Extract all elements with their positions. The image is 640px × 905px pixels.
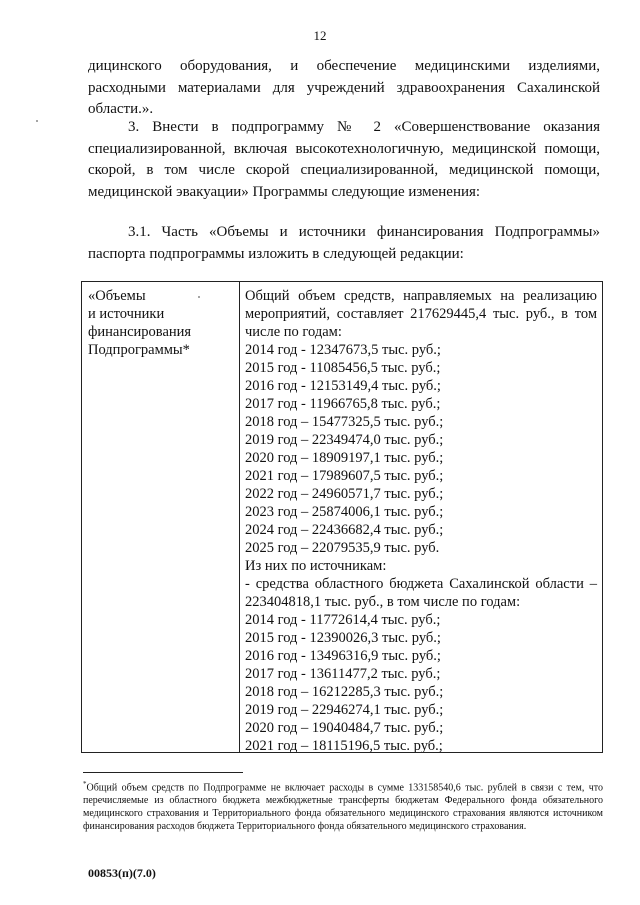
footnote xyxy=(83,778,603,833)
regional-budget-text: - средства областного бюджета Сахалинской области – 223404818,1 тыс. руб., в том числе по годам: xyxy=(245,576,597,610)
year-total-line: 2023 год – 25874006,1 тыс. руб.; xyxy=(245,504,444,520)
left-cell-line: «Объемы xyxy=(88,288,146,304)
year-total-line: 2015 год - 11085456,5 тыс. руб.; xyxy=(245,360,441,376)
sources-heading: Из них по источникам: xyxy=(245,558,387,574)
scan-speck xyxy=(36,120,38,122)
year-regional-line: 2016 год - 13496316,9 тыс. руб.; xyxy=(245,648,441,664)
footnote-mark: * xyxy=(83,780,87,788)
table-right-cell xyxy=(245,287,597,753)
year-total-line: 2016 год - 12153149,4 тыс. руб.; xyxy=(245,378,441,394)
paragraph-item-3 xyxy=(88,117,600,203)
paragraph-continuation: дицинского оборудования, и обеспечение медицинскими изделиями, расходными материалами для учреждений здравоохранения Сахалинской области.». xyxy=(88,58,600,117)
year-total-line: 2018 год – 15477325,5 тыс. руб.; xyxy=(245,414,444,430)
year-regional-line: 2019 год – 22946274,1 тыс. руб.; xyxy=(245,702,444,718)
paragraph-item-3-1 xyxy=(88,222,600,265)
table-left-cell xyxy=(88,287,236,359)
page-number: 12 xyxy=(313,28,327,43)
left-cell-line: и источники xyxy=(88,306,165,322)
year-total-line: 2022 год – 24960571,7 тыс. руб.; xyxy=(245,486,444,502)
left-cell-line: финансирования xyxy=(88,324,192,340)
year-total-line: 2025 год – 22079535,9 тыс. руб. xyxy=(245,540,440,556)
year-total-line: 2017 год - 11966765,8 тыс. руб.; xyxy=(245,396,441,412)
year-total-line: 2024 год – 22436682,4 тыс. руб.; xyxy=(245,522,444,538)
total-funding-intro: Общий объем средств, направляемых на реализацию мероприятий, составляет 217629445,4 тыс. руб., в том числе по годам: xyxy=(245,288,597,340)
year-total-line: 2019 год – 22349474,0 тыс. руб.; xyxy=(245,432,444,448)
funding-table xyxy=(81,281,603,753)
year-regional-line: 2018 год – 16212285,3 тыс. руб.; xyxy=(245,684,444,700)
table-column-divider xyxy=(239,282,240,752)
year-total-line: 2014 год - 12347673,5 тыс. руб.; xyxy=(245,342,441,358)
regional-by-year-list xyxy=(245,611,597,753)
totals-by-year-list xyxy=(245,341,597,557)
year-regional-line: 2021 год – 18115196,5 тыс. руб.; xyxy=(245,738,443,753)
year-regional-line: 2014 год - 11772614,4 тыс. руб.; xyxy=(245,612,441,628)
footnote-divider xyxy=(83,772,243,773)
left-cell-line: Подпрограммы* xyxy=(88,342,190,358)
scan-speck xyxy=(198,296,200,298)
year-total-line: 2021 год – 17989607,5 тыс. руб.; xyxy=(245,468,444,484)
footnote-text: Общий объем средств по Подпрограмме не включает расходы в сумме 133158540,6 тыс. рублей в связи с тем, что перечисляемые из областного бюджета межбюджетные трансферты бюджетам Федерального фонда обязательного медицинского страхования и Территориального фонда обязательного медицинского страхования являются источником финансирования расходов бюджета Территориального фонда обязательного медицинского страхования. xyxy=(83,782,603,833)
paragraph-item-3-text: 3. Внести в подпрограмму № 2 «Совершенствование оказания специализированной, включая высокотехнологичную, медицинской помощи, скорой, в том числе скорой специализированной, медицинской помощи, медицинской эвакуации» Программы следующие изменения: xyxy=(88,119,600,200)
document-code: 00853(п)(7.0) xyxy=(88,866,156,880)
paragraph-item-3-1-text: 3.1. Часть «Объемы и источники финансирования Подпрограммы» паспорта подпрограммы изложить в следующей редакции: xyxy=(88,224,600,262)
year-regional-line: 2015 год - 12390026,3 тыс. руб.; xyxy=(245,630,441,646)
year-regional-line: 2017 год - 13611477,2 тыс. руб.; xyxy=(245,666,441,682)
year-regional-line: 2020 год – 19040484,7 тыс. руб.; xyxy=(245,720,444,736)
year-total-line: 2020 год – 18909197,1 тыс. руб.; xyxy=(245,450,444,466)
